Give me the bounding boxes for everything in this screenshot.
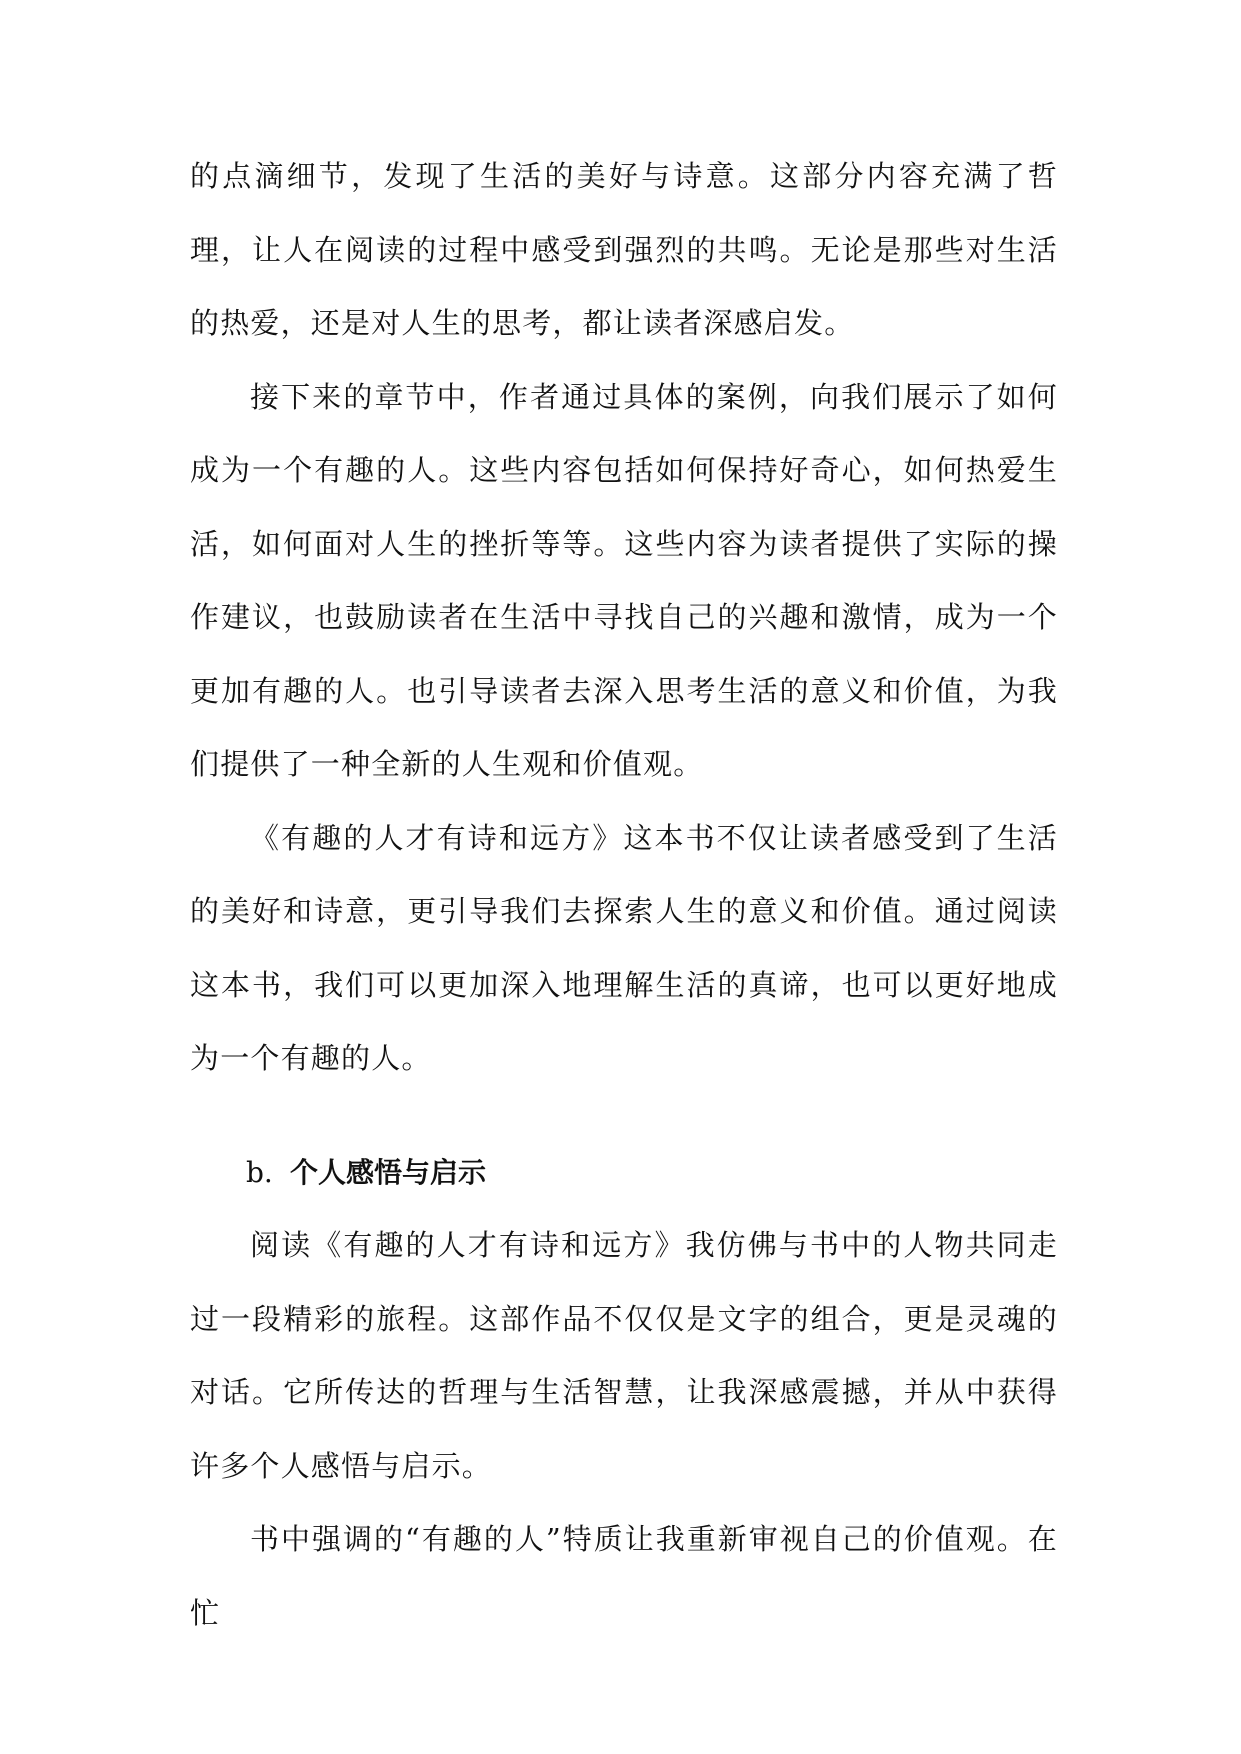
paragraph-chapter-examples: 接下来的章节中，作者通过具体的案例，向我们展示了如何成为一个有趣的人。这些内容包括如何保持好奇心，如何热爱生活，如何面对人生的挫折等等。这些内容为读者提供了实际的操作建议，也鼓励读者在生活中寻找自己的兴趣和激情，成为一个更加有趣的人。也引导读者去深入思考生活的意义和价值，为我们提供了一种全新的人生观和价值观。 xyxy=(190,379,1058,781)
document-body xyxy=(190,140,1058,1650)
section-heading-title: 个人感悟与启示 xyxy=(290,1155,487,1189)
section-heading xyxy=(190,1136,1058,1210)
section-heading-label: b. xyxy=(246,1155,273,1189)
paragraph-continuation: 的点滴细节，发现了生活的美好与诗意。这部分内容充满了哲理，让人在阅读的过程中感受到强烈的共鸣。无论是那些对生活的热爱，还是对人生的思考，都让读者深感启发。 xyxy=(190,159,1058,340)
paragraph-reading-experience: 阅读《有趣的人才有诗和远方》我仿佛与书中的人物共同走过一段精彩的旅程。这部作品不仅仅是文字的组合，更是灵魂的对话。它所传达的哲理与生活智慧，让我深感震撼，并从中获得许多个人感悟与启示。 xyxy=(190,1228,1058,1483)
paragraph-values-reflection: 书中强调的“有趣的人”特质让我重新审视自己的价值观。在忙 xyxy=(190,1522,1058,1630)
paragraph-book-summary: 《有趣的人才有诗和远方》这本书不仅让读者感受到了生活的美好和诗意，更引导我们去探索人生的意义和价值。通过阅读这本书，我们可以更加深入地理解生活的真谛，也可以更好地成为一个有趣的人。 xyxy=(190,820,1058,1075)
